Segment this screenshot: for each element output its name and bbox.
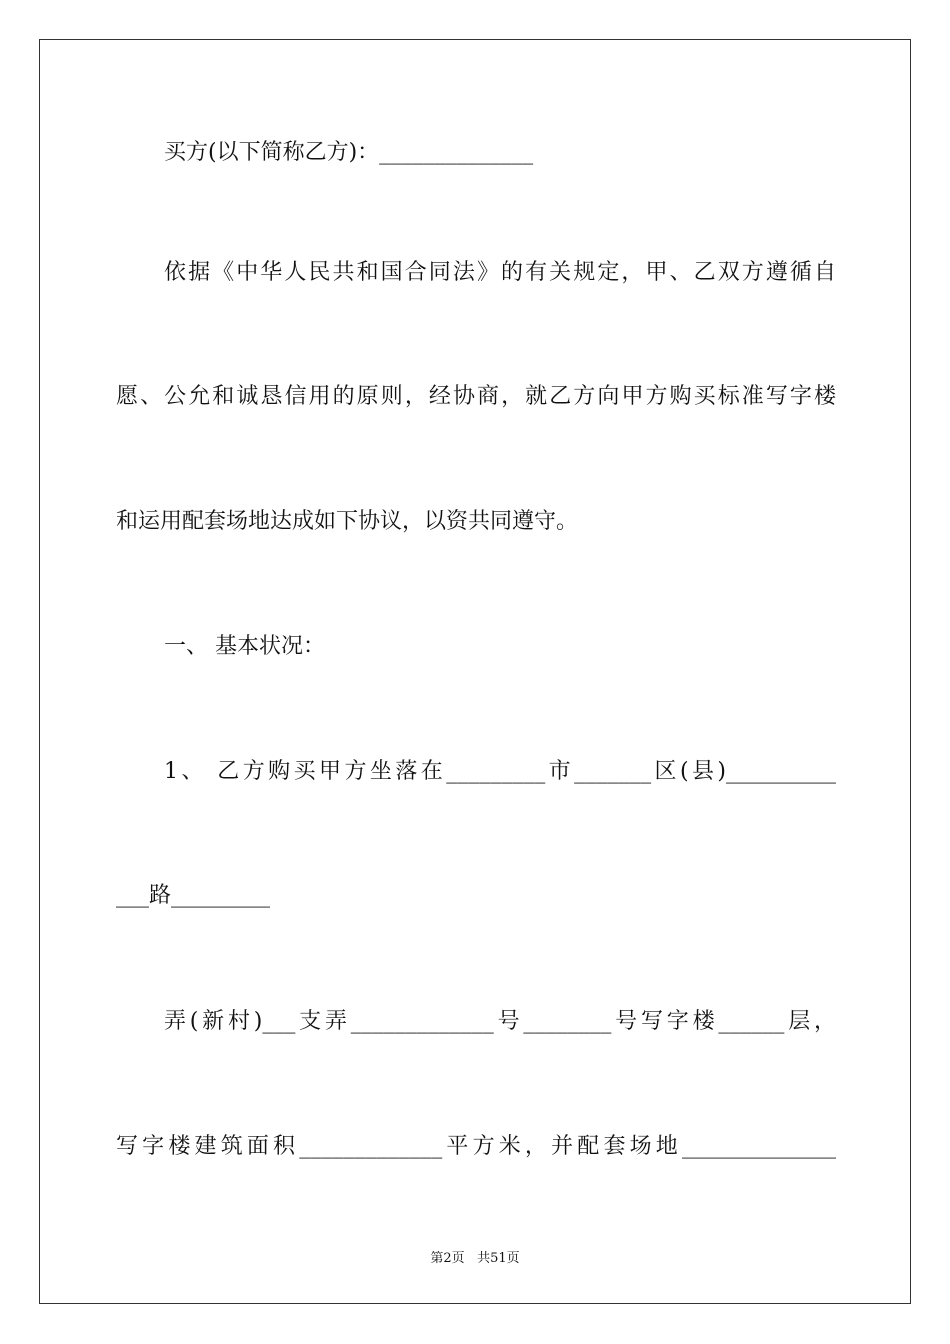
clause-1-line-3: 弄(新村)___支弄_____________号________号写字楼______层，: [164, 1009, 836, 1034]
section-heading: 一、 基本状况：: [164, 634, 325, 659]
page-total: 共51页: [477, 1251, 520, 1266]
clause-1-line-4: 写字楼建筑面积_____________平方米，并配套场地______________: [116, 1134, 836, 1159]
paragraph-line-1: 依据《中华人民共和国合同法》的有关规定，甲、乙双方遵循自: [164, 260, 836, 285]
page-number: 第2页: [430, 1251, 465, 1266]
paragraph-line-3: 和运用配套场地达成如下协议，以资共同遵守。: [116, 509, 579, 534]
buyer-line: 买方(以下简称乙方)：______________: [164, 140, 534, 165]
clause-1-line-2: ___路_________: [116, 883, 271, 908]
page-border: [39, 39, 911, 1304]
page-footer: [0, 1247, 950, 1266]
paragraph-line-2: 愿、公允和诚恳信用的原则，经协商，就乙方向甲方购买标准写字楼: [116, 384, 836, 409]
clause-1-line-1: 1、 乙方购买甲方坐落在_________市_______区(县)__________: [164, 759, 836, 784]
